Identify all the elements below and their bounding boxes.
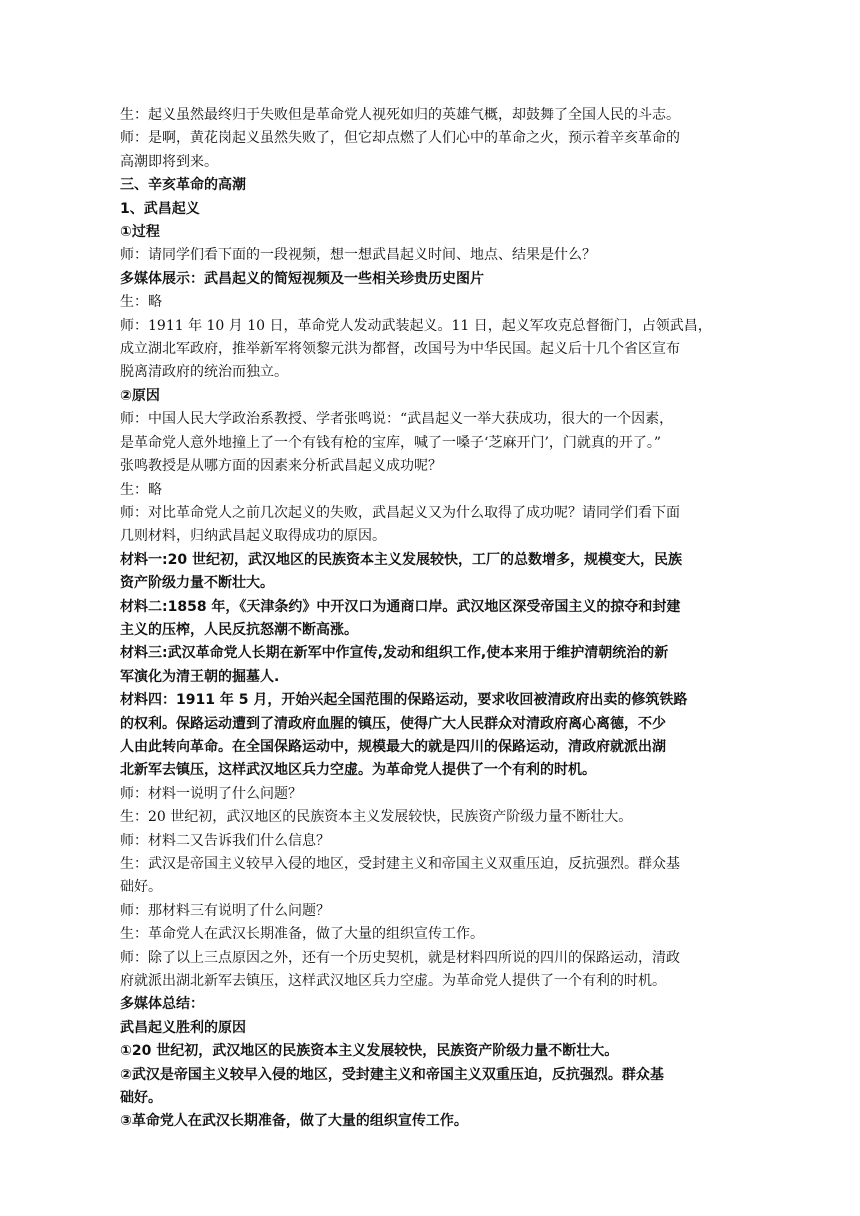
text-line: 师：1911 年 10 月 10 日，革命党人发动武装起义。11 日，起义军攻克总督衙门，占领武昌， xyxy=(120,317,712,334)
text-line: 生：20 世纪初，武汉地区的民族资本主义发展较快，民族资产阶级力量不断壮大。 xyxy=(120,809,633,826)
bold-text-line: ①过程 xyxy=(120,224,160,241)
text-line: 是革命党人意外地撞上了一个有钱有枪的宝库，喊了一嗓子‘芝麻开门’，门就真的开了。” xyxy=(120,434,662,451)
text-line: 师：中国人民大学政治系教授、学者张鸣说：“武昌起义一举大获成功，很大的一个因素， xyxy=(120,411,674,428)
text-line: 师：是啊，黄花岗起义虽然失败了，但它却点燃了人们心中的革命之火，预示着辛亥革命的 xyxy=(120,130,680,147)
text-line: 生：略 xyxy=(120,294,162,311)
text-line: 生：起义虽然最终归于失败但是革命党人视死如归的英雄气概，却鼓舞了全国人民的斗志。 xyxy=(120,107,680,123)
bold-text-line: 材料一:20 世纪初，武汉地区的民族资本主义发展较快，工厂的总数增多，规模变大，民族 xyxy=(120,551,682,568)
text-line: 师：除了以上三点原因之外，还有一个历史契机，就是材料四所说的四川的保路运动，清政 xyxy=(120,949,680,966)
bold-text-line: 1、武昌起义 xyxy=(120,200,200,217)
text-line: 师：那材料三有说明了什么问题？ xyxy=(120,902,330,919)
text-line: 成立湖北军政府，推举新军将领黎元洪为都督，改国号为中华民国。起义后十几个省区宣布 xyxy=(120,341,680,358)
text-line: 几则材料，归纳武昌起义取得成功的原因。 xyxy=(120,528,386,545)
bold-text-line: ②武汉是帝国主义较早入侵的地区，受封建主义和帝国主义双重压迫，反抗强烈。群众基 xyxy=(120,1066,664,1083)
bold-text-line: 资产阶级力量不断壮大。 xyxy=(120,575,274,592)
document-page xyxy=(120,104,740,1134)
text-line: 生：略 xyxy=(120,481,162,498)
text-line: 础好。 xyxy=(120,879,162,896)
bold-text-line: 北新军去镇压，这样武汉地区兵力空虚。为革命党人提供了一个有利的时机。 xyxy=(120,762,596,779)
text-line: 师：对比革命党人之前几次起义的失败，武昌起义又为什么取得了成功呢？请同学们看下面 xyxy=(120,504,680,521)
bold-text-line: ②原因 xyxy=(120,387,160,404)
bold-text-line: 军演化为清王朝的掘墓人. xyxy=(120,668,280,685)
text-line: 师：材料一说明了什么问题？ xyxy=(120,785,302,802)
text-line: 张鸣教授是从哪方面的因素来分析武昌起义成功呢？ xyxy=(120,458,442,475)
text-line: 师：请同学们看下面的一段视频，想一想武昌起义时间、地点、结果是什么？ xyxy=(120,247,596,264)
bold-text-line: 多媒体展示：武昌起义的简短视频及一些相关珍贵历史图片 xyxy=(120,270,484,287)
text-line: 师：材料二又告诉我们什么信息？ xyxy=(120,832,330,849)
bold-text-line: 础好。 xyxy=(120,1090,162,1107)
bold-text-line: 材料二:1858 年，《天津条约》中开汉口为通商口岸。武汉地区深受帝国主义的掠夺和封建 xyxy=(120,598,681,615)
bold-text-line: 多媒体总结： xyxy=(120,996,204,1013)
text-line: 生：革命党人在武汉长期准备，做了大量的组织宣传工作。 xyxy=(120,926,484,943)
bold-text-line: 材料三:武汉革命党人长期在新军中作宣传,发动和组织工作,使本来用于维护清朝统治的新 xyxy=(120,645,669,662)
text-line: 高潮即将到来。 xyxy=(120,153,218,170)
bold-text-line: 人由此转向革命。在全国保路运动中，规模最大的就是四川的保路运动，清政府就派出湖 xyxy=(120,738,666,755)
bold-text-line: 三、辛亥革命的高潮 xyxy=(120,177,246,194)
text-line: 生：武汉是帝国主义较早入侵的地区，受封建主义和帝国主义双重压迫，反抗强烈。群众基 xyxy=(120,856,680,872)
bold-text-line: 的权利。保路运动遭到了清政府血腥的镇压，使得广大人民群众对清政府离心离德，不少 xyxy=(120,715,666,732)
bold-text-line: 材料四：1911 年 5 月，开始兴起全国范围的保路运动，要求收回被清政府出卖的修筑铁路 xyxy=(120,692,688,709)
bold-text-line: 武昌起义胜利的原因 xyxy=(120,1019,246,1036)
bold-text-line: ①20 世纪初，武汉地区的民族资本主义发展较快，民族资产阶级力量不断壮大。 xyxy=(120,1043,619,1060)
bold-text-line: ③革命党人在武汉长期准备，做了大量的组织宣传工作。 xyxy=(120,1113,468,1130)
text-line: 脱离清政府的统治而独立。 xyxy=(120,364,288,381)
text-line: 府就派出湖北新军去镇压，这样武汉地区兵力空虚。为革命党人提供了一个有利的时机。 xyxy=(120,973,666,990)
bold-text-line: 主义的压榨，人民反抗怒潮不断高涨。 xyxy=(120,621,358,638)
